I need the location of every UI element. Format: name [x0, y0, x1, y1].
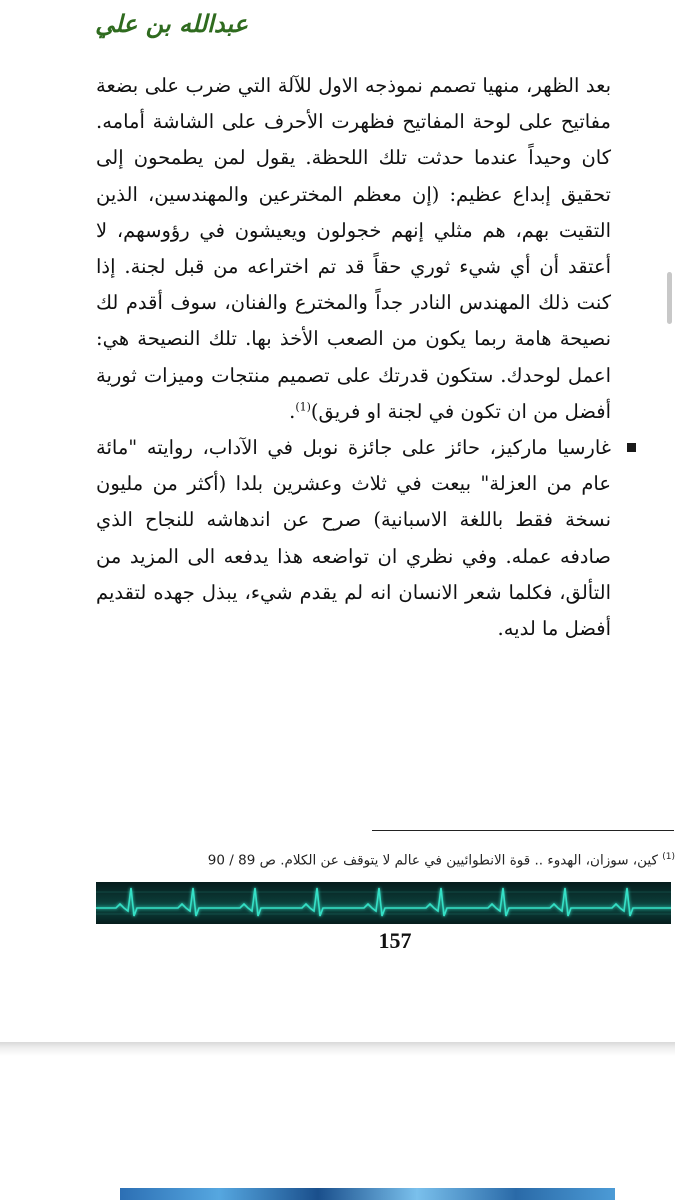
footnote [130, 842, 675, 872]
paragraph-2: غارسيا ماركيز، حائز على جائزة نوبل في الآداب، روايته "مائة عام من العزلة" بيعت في ثلاث وعشرين بلدا (أكثر من مليون نسخة فقط باللغة الاسبانية) صرح عن اندهاشه للنجاح الذي صادفه عمله. وفي نظري ان تواضعه هذا يدفعه الى المزيد من التألق، فكلما شعر الانسان انه لم يقدم شيء، يبذل جهده لتقديم أفضل ما لديه. [96, 436, 611, 641]
body-text [96, 68, 611, 647]
page-separator [0, 1042, 675, 1056]
paragraph-1-text: بعد الظهر، منهيا تصمم نموذجه الاول للآلة التي ضرب على بضعة مفاتيح على لوحة المفاتيح فظهرت الأحرف على الشاشة أمامه. كان وحيداً عندما حدثت تلك اللحظة. يقول لمن يطمحون إلى تحقيق إبداع عظيم: (إن معظم المخترعين والمهندسين، الذين التقيت بهم، هم مثلي إنهم خجولون ويعيشون في رؤوسهم، لا أعتقد أن أي شيء ثوري حقاً قد تم اختراعه من قبل لجنة. إذا كنت ذلك المهندس النادر جداً والمخترع والفنان، سوف أقدم لك نصيحة هامة ربما يكون من الصعب الأخذ بها. تلك النصيحة هي: اعمل لوحدك. ستكون قدرتك على تصميم منتجات وميزات ثورية أفضل من ان تكون في لجنة او فريق) [96, 74, 611, 423]
ekg-line-icon [96, 882, 671, 924]
footnote-divider [372, 830, 674, 831]
footnote-text: كين، سوزان، الهدوء .. قوة الانطوائيين في عالم لا يتوقف عن الكلام. ص 89 / 90 [207, 852, 658, 869]
footnote-marker: (1) [662, 852, 675, 862]
page-number: 157 [378, 928, 412, 953]
author-header: عبدالله بن علي [95, 9, 248, 38]
scrollbar-handle[interactable] [667, 272, 672, 324]
footnote-ref: (1) [295, 400, 311, 414]
paragraph-1 [96, 68, 611, 430]
square-bullet-icon [627, 443, 636, 452]
paragraph-1-end: . [289, 399, 296, 423]
next-page-preview [120, 1188, 615, 1200]
ekg-decoration-band [96, 882, 671, 924]
bullet-item [96, 430, 611, 647]
